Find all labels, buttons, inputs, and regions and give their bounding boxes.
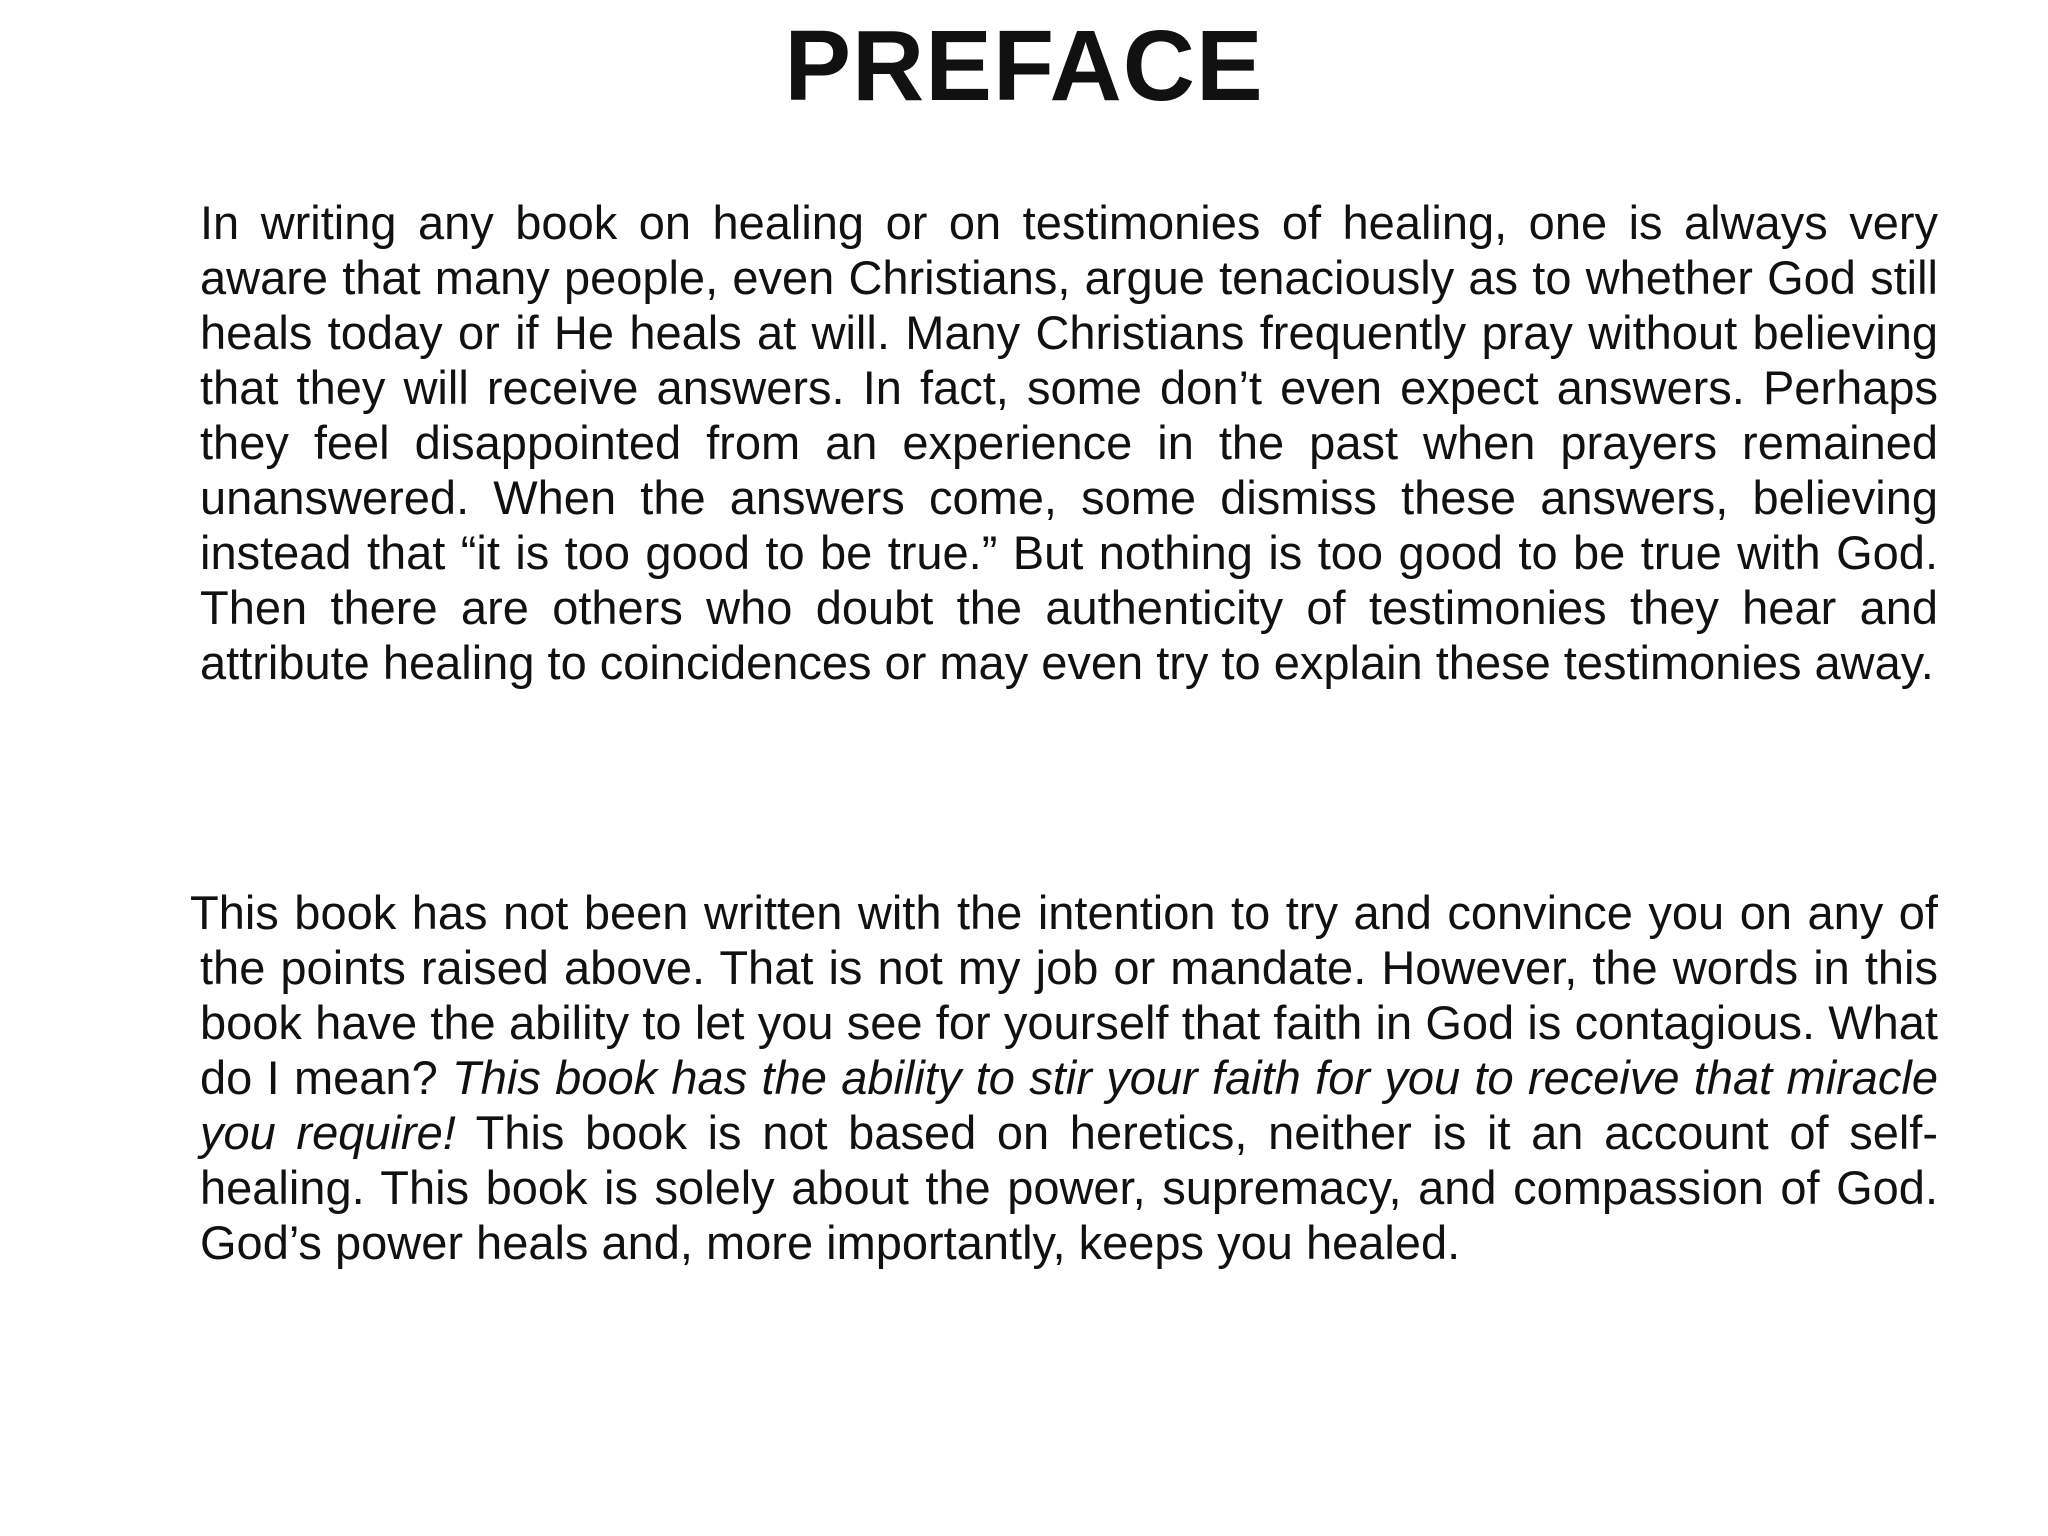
page-title: PREFACE [784,10,1264,122]
paragraph-2-text-start: This book has not been written with the intention to try and convince you on any of the points raised above. That is not my job or mandate. However, the words in this book have the ability to let you see for yourself that faith in God is contagious. What do I mean? [190,886,1938,1104]
paragraph-1: In writing any book on healing or on testimonies of healing, one is always very aware that many people, even Christians, argue tenaciously as to whether God still heals today or if He heals at will. Many Christians frequently pray without believing that they will receive answers. In fact, some don’t even expect answers. Perhaps they feel disappointed from an experience in the past when prayers remained unanswered. When the answers come, some dismiss these answers, believing instead that “it is too good to be true.” But nothing is too good to be true with God. Then there are others who doubt the authenticity of testimonies they hear and attribute healing to coincidences or may even try to explain these testimonies away. [200,196,1938,689]
paragraph-2 [190,885,1939,1270]
paragraph-2-italic-text: This book has the ability to stir your faith for you to receive that miracle you require! [200,1051,1939,1159]
paragraph-2-text-end: This book is not based on heretics, neither is it an account of self-healing. This book is solely about the power, supremacy, and compassion of God. God’s power heals and, more importantly, keeps you healed. [200,1106,1938,1269]
